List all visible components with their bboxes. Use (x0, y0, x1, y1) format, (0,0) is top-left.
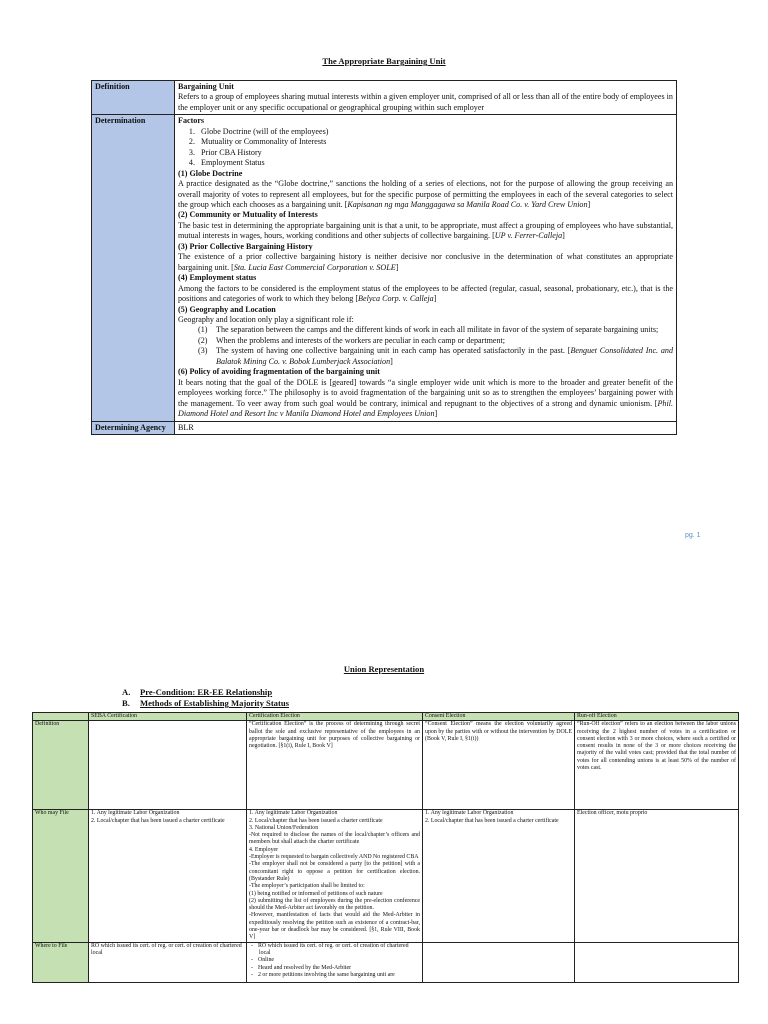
list-item: 1. Any legitimate Labor Organization (425, 810, 514, 817)
list-item: -Not required to disclose the names of the local/chapter’s officers and members but shall attach the charter certificate (249, 832, 420, 846)
factor-5-text: Geography and location only play a significant role if: (178, 314, 354, 324)
determination-label: Determination (92, 115, 175, 421)
header-cell: Consent Election (423, 713, 575, 721)
list-item: -Employer is requested to bargain collectively AND No registered CBA (249, 854, 419, 861)
factor-2-head: (2) Community or Mutuality of Interests (178, 210, 318, 220)
page2-title: Union Representation (343, 664, 425, 674)
where-row-label: Where to File (33, 942, 89, 982)
table-row (33, 810, 739, 942)
header-cell: Run-off Election (575, 713, 739, 721)
page-number: pg. 1 (685, 532, 701, 539)
definition-row-label: Definition (33, 721, 89, 810)
seba-who (89, 810, 247, 942)
runoff-where (575, 942, 739, 982)
factor-1-text: A practice designated as the “Globe doctrine,” sanctions the holding of a series of elections, not for the purpose of allowing the group receiving an overall majority of votes to represent all employees, but for the specific purpose of permitting the employees in each of the several categories to select the group which each chooses as a bargaining unit. [Kapisanan ng mga Manggagawa sa Manila Road Co. v. Yard Crew Union] (178, 179, 673, 209)
bargaining-unit-table (91, 80, 677, 435)
header-cell (33, 713, 89, 721)
list-item: 2. Local/chapter that has been issued a charter certificate (91, 817, 225, 824)
section-headings (122, 687, 289, 709)
seba-where: RO which issued its cert. of reg. or cert. of creation of chartered local (89, 942, 247, 982)
definition-label: Definition (92, 81, 175, 115)
table-row (92, 421, 677, 434)
agency-label: Determining Agency (92, 421, 175, 434)
consent-who (423, 810, 575, 942)
determination-cell (175, 115, 677, 421)
factor-3-text: The existence of a prior collective bargaining history is neither decisive nor conclusive in the determination of what constitutes an appropriate bargaining unit. [Sta. Lucia East Commercial Corporation v. SOLE] (178, 252, 673, 272)
factor-1-head: (1) Globe Doctrine (178, 168, 243, 178)
list-item: 3. National Union/Federation (249, 824, 319, 831)
list-item: - Online (259, 957, 420, 964)
runoff-who: Election officer, motu proprio (575, 810, 739, 942)
header-cell: Certification Election (247, 713, 423, 721)
definition-head: Bargaining Unit (178, 82, 234, 91)
factor-4-head: (4) Employment status (178, 273, 257, 283)
factors-list (178, 127, 673, 169)
factor-2-text: The basic test in determining the appropriate bargaining unit is that a unit, to be appropriate, must affect a grouping of employees who have substantial, mutual interests in wages, hours, working conditions and other subjects of collective bargaining. [UP v. Ferrer-Calleja] (178, 220, 673, 241)
cert-where-list (249, 943, 420, 979)
list-item: 2. Local/chapter that has been issued a charter certificate (425, 817, 559, 824)
factor-3-head: (3) Prior Collective Bargaining History (178, 241, 313, 251)
list-item: 3. Prior CBA History (197, 148, 673, 158)
list-item: - 2 or more petitions involving the same bargaining unit are (259, 972, 420, 979)
agency-value: BLR (175, 421, 677, 434)
list-item: -However, manifestation of facts that would aid the Med-Arbiter in expeditiously resolving the petition such as existence of a contract-bar, one-year bar or deadlock bar may be considered. [§1, Rule VIII, Book V] (249, 912, 420, 941)
list-item: 4. Employment Status (197, 158, 673, 168)
table-row (33, 713, 739, 721)
factor-6-text: It bears noting that the goal of the DOLE is [geared] towards “a single employer wide unit which is more to the broader and greater benefit of the employees working force.” The philosophy is to avoid fragmentation of the bargaining unit so as to strengthen the employees’ bargaining power with the management. To veer away from such goal would be contrary, inimical and repugnant to the objectives of a strong and dynamic unionism. [Phil. Diamond Hotel and Resort Inc v Manila Diamond Hotel and Employees Union] (178, 377, 673, 419)
definition-text: Refers to a group of employees sharing mutual interests within a given employer unit, comprised of all or less than all of the entire body of employees in the employer unit or any specific occupational or geographical grouping within such employer (178, 92, 673, 112)
list-item: - Heard and resolved by the Med-Arbiter (259, 965, 420, 972)
factors-head: Factors (178, 116, 205, 126)
cert-definition: “Certification Election” is the process of determining through secret ballot the sole and exclusive representative of the employees in an appropriate bargaining unit for purposes of collective bargaining or negotiation. [§1(i), Rule I, Book V] (247, 721, 423, 810)
factor-5-list (178, 325, 673, 367)
majority-status-table (32, 712, 739, 983)
cert-where (247, 942, 423, 982)
seba-definition (89, 721, 247, 810)
list-item: -The employer shall not be considered a party [to the petition] with a concomitant right to oppose a petition for certification election. (Bystander Rule) (249, 861, 420, 882)
factor-5-head: (5) Geography and Location (178, 304, 276, 314)
factor-4-text: Among the factors to be considered is the employment status of the employees to be affected (regular, casual, seasonal, probationary, etc.), that is the positions and categories of work to which they belong [Belyca Corp. v. Calleja] (178, 283, 673, 304)
section-b-heading: B. Methods of Establishing Majority Status (122, 698, 289, 708)
cert-who (247, 810, 423, 942)
consent-where (423, 942, 575, 982)
table-row (33, 942, 739, 982)
list-item: The separation between the camps and the different kinds of work in each all militate in favor of the system of separate bargaining units; (216, 325, 659, 335)
list-item: When the problems and interests of the workers are peculiar in each camp or department; (216, 335, 506, 345)
table-row (92, 81, 677, 115)
table-row (92, 115, 677, 421)
header-cell: SEBA Certification (89, 713, 247, 721)
factor-6-head: (6) Policy of avoiding fragmentation of the bargaining unit (178, 367, 380, 377)
list-item: 1. Any legitimate Labor Organization (91, 810, 180, 817)
list-item: (1) being notified or informed of petitions of such nature (249, 890, 383, 897)
section-a-heading: A. Pre-Condition: ER-EE Relationship (122, 687, 273, 697)
list-item: (2) submitting the list of employees during the pre-election conference should the Med-Arbiter act favorably on the petition. (249, 897, 420, 912)
who-row-label: Who may File (33, 810, 89, 942)
list-item: 2. Mutuality or Commonality of Interests (197, 137, 673, 147)
list-item: -The employer’s participation shall be limited to: (249, 883, 365, 890)
definition-cell (175, 81, 677, 115)
list-item: - RO which issued its cert. of reg. or cert. of creation of chartered local (259, 943, 420, 958)
table-row (33, 721, 739, 810)
consent-definition: “Consent Election” means the election voluntarily agreed upon by the parties with or without the intervention by DOLE (Book V, Rule I, §1(i)) (423, 721, 575, 810)
list-item: The system of having one collective bargaining unit in each camp has operated satisfactorily in the past. [Benguet Consolidated Inc. and Balatok Mining Co. v. Bobok Lumberjack Association] (216, 346, 673, 366)
list-item: 1. Any legitimate Labor Organization (249, 810, 338, 817)
list-item: 4. Employer (249, 846, 279, 853)
list-item: 2. Local/chapter that has been issued a charter certificate (249, 817, 383, 824)
list-item: 1. Globe Doctrine (will of the employees) (197, 127, 673, 137)
runoff-definition: “Run-Off election” refers to an election between the labor unions receiving the 2 highest number of votes in a certification or consent election with 3 or more choices, where such a certified or consent results in none of the 3 or more choices receiving the majority of the valid votes cast; provided that the total number of votes for all contending unions is at least 50% of the number of votes cast. (575, 721, 739, 810)
page1-title: The Appropriate Bargaining Unit (322, 56, 446, 66)
